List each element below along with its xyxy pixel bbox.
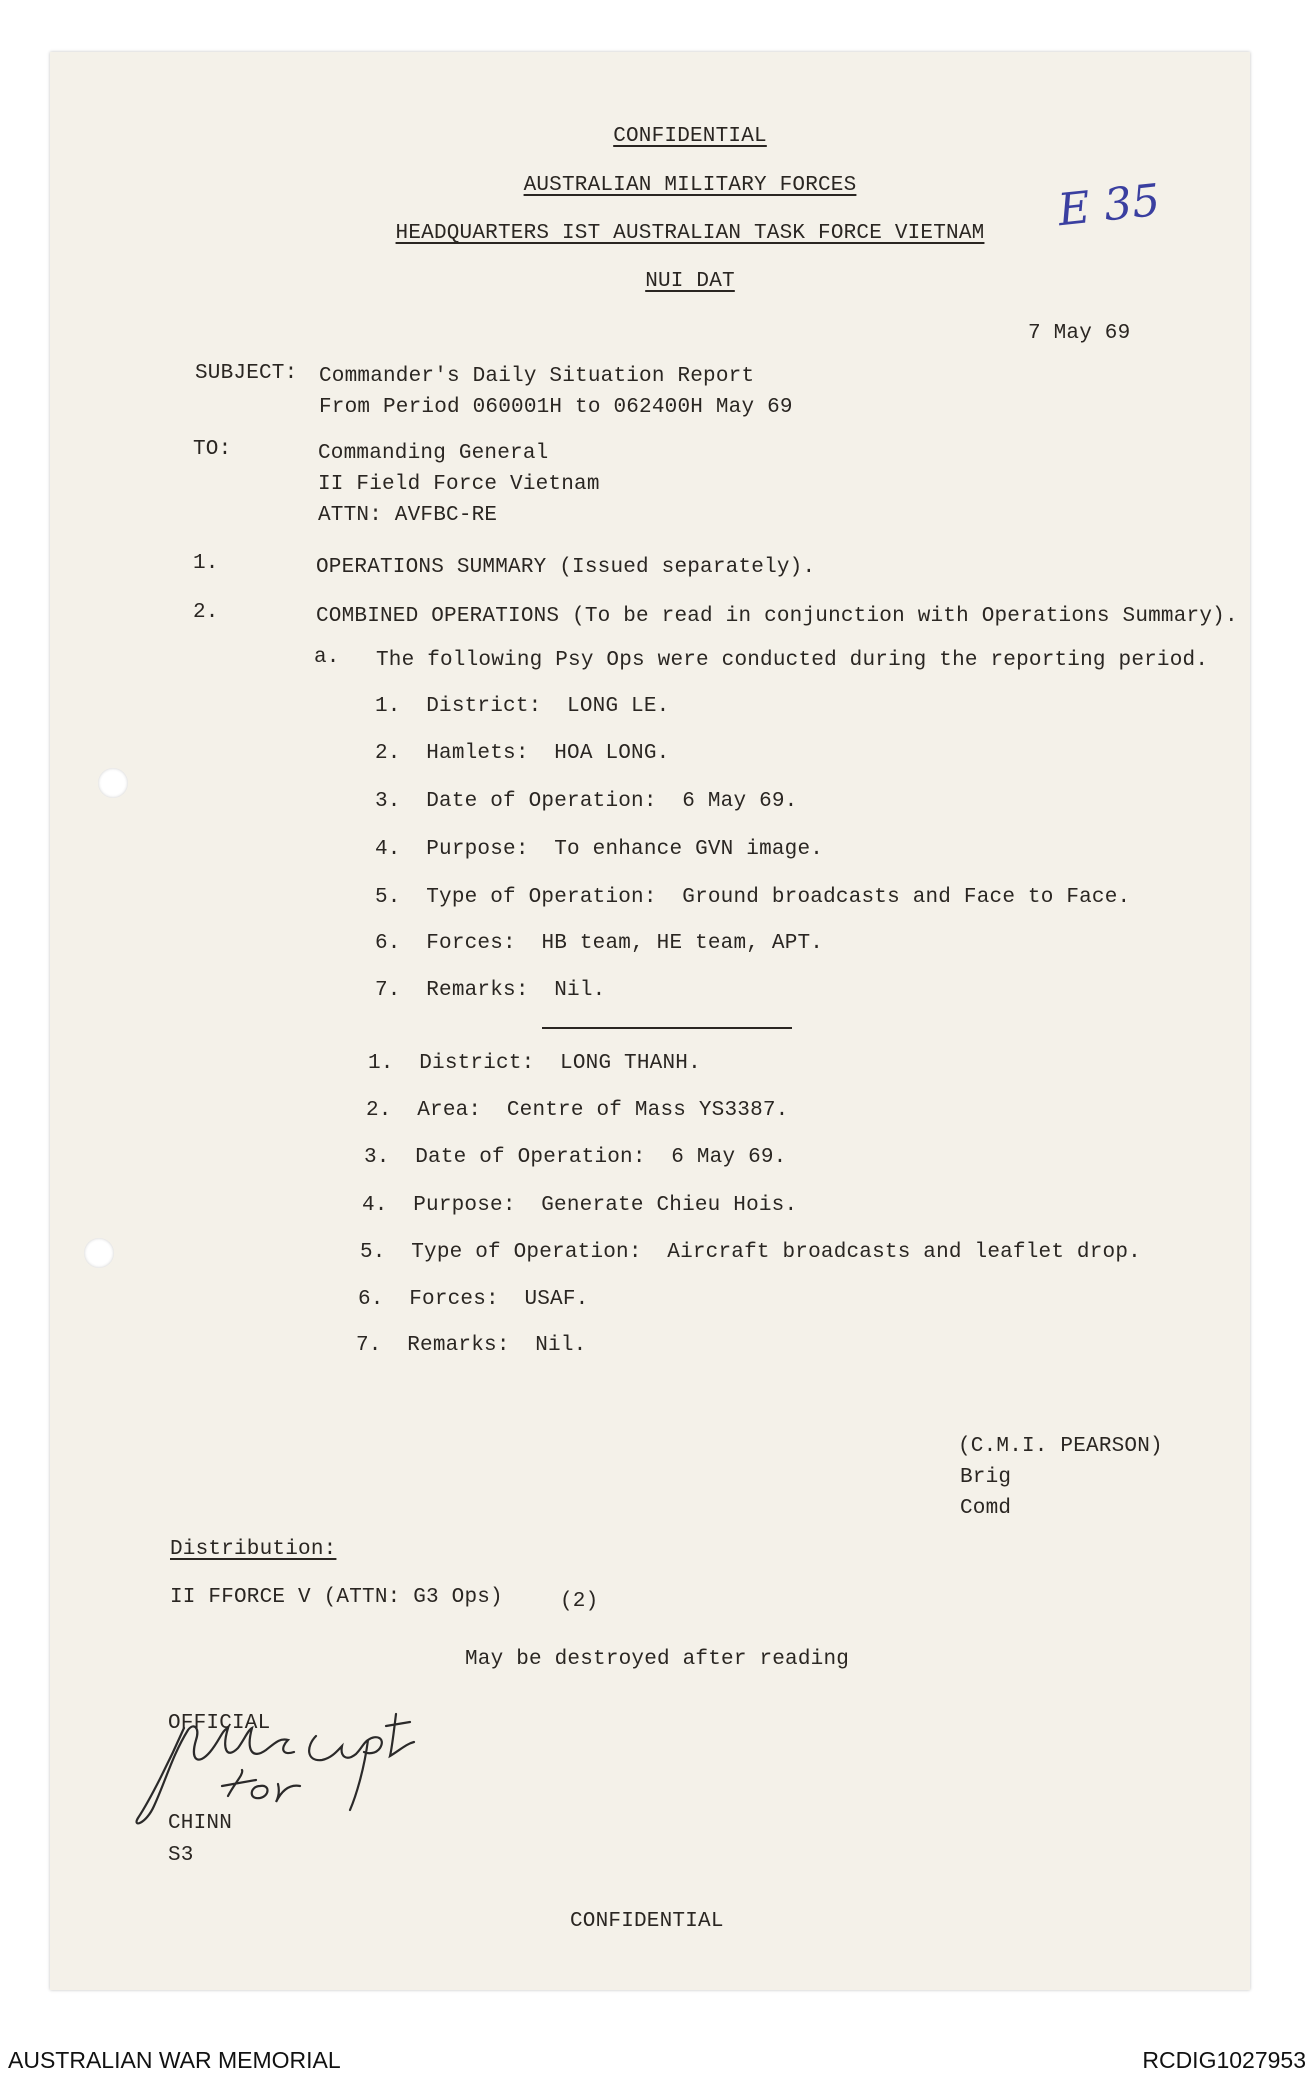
punch-hole-top (98, 768, 128, 798)
sub-a-number: a. (314, 646, 340, 669)
para-1-number: 1. (193, 552, 219, 575)
footer-right: RCDIG1027953 (1142, 2047, 1306, 2073)
op2-item: 4. Purpose: Generate Chieu Hois. (362, 1194, 798, 1217)
signatory-appointment: Comd (960, 1497, 1012, 1520)
subject-label: SUBJECT: (195, 362, 298, 385)
para-2-number: 2. (193, 601, 219, 624)
punch-hole-bottom (84, 1238, 114, 1268)
location-title: NUI DAT (645, 270, 735, 293)
op1-item: 5. Type of Operation: Ground broadcasts and Face to Face. (375, 886, 1131, 909)
op2-item: 3. Date of Operation: 6 May 69. (364, 1146, 787, 1169)
official-label: OFFICIAL (168, 1712, 271, 1735)
distribution-copies: (2) (560, 1590, 599, 1613)
destroy-note: May be destroyed after reading (465, 1648, 850, 1671)
handwritten-signature (110, 1700, 450, 1840)
op2-item: 2. Area: Centre of Mass YS3387. (366, 1099, 789, 1122)
op1-item: 2. Hamlets: HOA LONG. (375, 742, 670, 765)
to-line-3: ATTN: AVFBC-RE (318, 504, 498, 527)
to-line-1: Commanding General (318, 442, 549, 465)
op2-item: 7. Remarks: Nil. (356, 1334, 587, 1357)
op1-item: 3. Date of Operation: 6 May 69. (375, 790, 798, 813)
op1-item: 7. Remarks: Nil. (375, 979, 606, 1002)
org-title: AUSTRALIAN MILITARY FORCES (523, 174, 857, 197)
classification-bottom: CONFIDENTIAL (570, 1910, 724, 1933)
op2-item: 6. Forces: USAF. (358, 1288, 589, 1311)
op1-item: 1. District: LONG LE. (375, 695, 670, 718)
op2-item: 5. Type of Operation: Aircraft broadcasts and leaflet drop. (360, 1241, 1141, 1264)
official-name: CHINN (168, 1812, 233, 1835)
distribution-line: II FFORCE V (ATTN: G3 Ops) (170, 1586, 503, 1609)
sub-a-text: The following Psy Ops were conducted during the reporting period. (376, 649, 1209, 672)
to-label: TO: (193, 438, 232, 461)
signatory-name: (C.M.I. PEARSON) (958, 1435, 1163, 1458)
op1-item: 6. Forces: HB team, HE team, APT. (375, 932, 824, 955)
footer-left: AUSTRALIAN WAR MEMORIAL (8, 2047, 341, 2073)
op2-item: 1. District: LONG THANH. (368, 1052, 701, 1075)
para-1-text: OPERATIONS SUMMARY (Issued separately). (316, 556, 816, 579)
document-date: 7 May 69 (1028, 322, 1131, 345)
official-appointment: S3 (168, 1844, 194, 1867)
distribution-label: Distribution: (170, 1538, 337, 1561)
signatory-rank: Brig (960, 1466, 1012, 1489)
subject-line-1: Commander's Daily Situation Report (319, 365, 755, 388)
op1-item: 4. Purpose: To enhance GVN image. (375, 838, 824, 861)
document-page (50, 52, 1250, 1990)
to-line-2: II Field Force Vietnam (318, 473, 600, 496)
separator-line (542, 1027, 792, 1029)
para-2-text: COMBINED OPERATIONS (To be read in conjunction with Operations Summary). (316, 605, 1238, 628)
handwritten-annotation: E 35 (1055, 174, 1163, 237)
classification-top: CONFIDENTIAL (613, 125, 767, 148)
hq-title: HEADQUARTERS IST AUSTRALIAN TASK FORCE VIETNAM (395, 222, 985, 245)
subject-line-2: From Period 060001H to 062400H May 69 (319, 396, 793, 419)
